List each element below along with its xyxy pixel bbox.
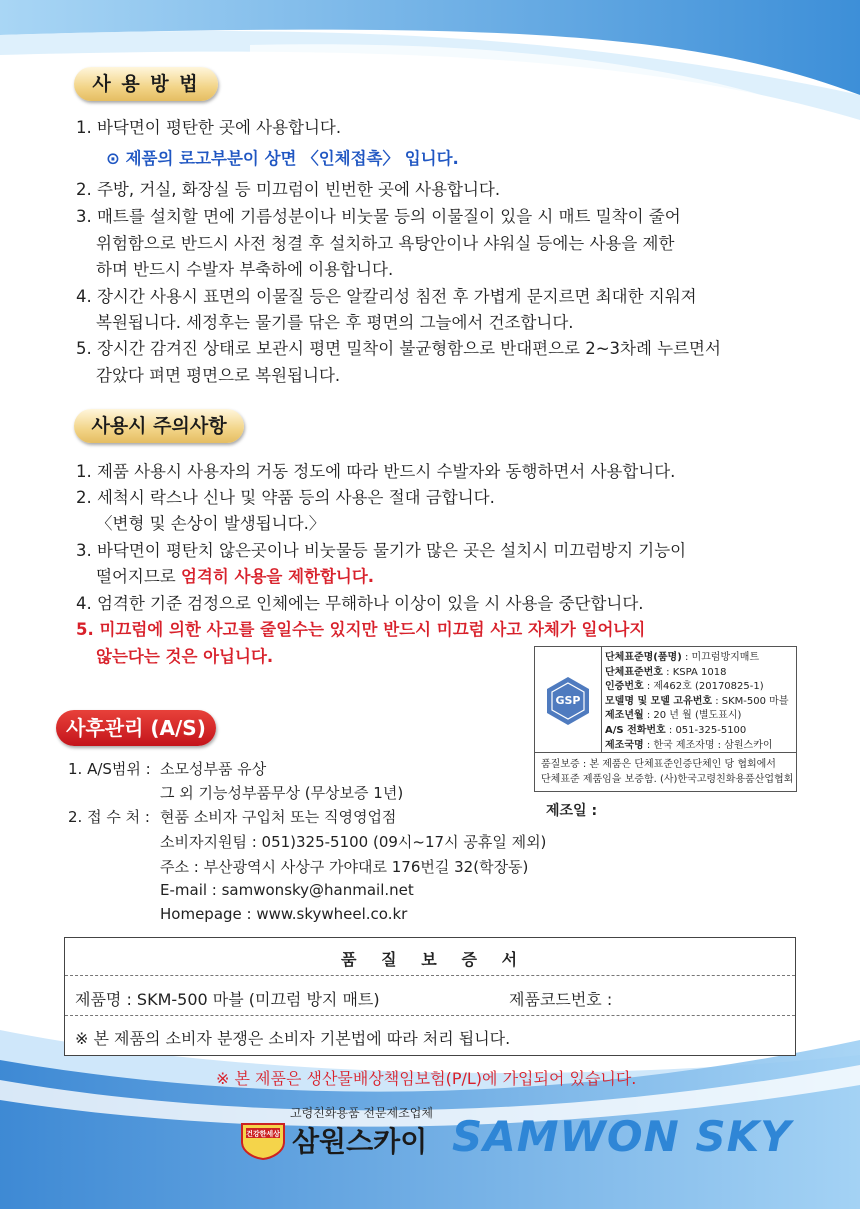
caution-line-2: 2. 세척시 락스나 신나 및 약품 등의 사용은 절대 금합니다. [76,488,495,507]
gsp-row-value: : 한국 제조자명 : 삼원스카이 [643,739,773,751]
usage-logo-note: ⊙ 제품의 로고부분이 상면 〈인체접촉〉 입니다. [106,149,459,168]
caution-line-5b: 않는다는 것은 아닙니다. [96,647,274,666]
gsp-row-key: 인증번호 [605,681,644,693]
usage-line-4: 4. 장시간 사용시 표면의 이물질 등은 알칼리성 침전 후 가볍게 문지르면 최대한 지워져 [76,287,697,306]
gsp-row-key: 제조국명 [605,739,644,751]
gsp-row-key: 단체표준번호 [605,666,663,678]
gsp-row-value: : KSPA 1018 [662,666,727,678]
warranty-product-name: 제품명 : SKM-500 마블 (미끄럼 방지 매트) [75,990,380,1009]
gsp-row-value: : 20 년 월 (별도표시) [643,710,742,722]
as-email[interactable]: E-mail : samwonsky@hanmail.net [160,881,414,899]
caution-line-5: 5. 미끄럼에 의한 사고를 줄일수는 있지만 반드시 미끄럼 사고 자체가 일어나지 [76,620,646,639]
usage-line-2: 2. 주방, 거실, 화장실 등 미끄럼이 빈번한 곳에 사용합니다. [76,180,501,199]
gsp-divider [535,752,796,753]
usage-line-3b: 위험함으로 반드시 사전 청결 후 설치하고 욕탕안이나 샤워실 등에는 사용을 제한 [96,234,675,253]
as-homepage[interactable]: Homepage : www.skywheel.co.kr [160,905,408,923]
gsp-row-key: A/S 전화번호 [605,724,666,736]
gsp-row [605,680,789,695]
caution-heading: 사용시 주의사항 [74,409,244,443]
warranty-product-code: 제품코드번호 : [509,990,613,1009]
gsp-row [605,651,789,666]
gsp-row-value: : 제462호 (20170825-1) [643,681,764,693]
gsp-row [605,709,789,724]
manufacture-date-label: 제조일 : [546,803,598,819]
gsp-row-value: : 051-325-5100 [665,724,747,736]
after-service-heading: 사후관리 (A/S) [56,710,216,746]
usage-heading: 사 용 방 법 [74,67,218,101]
as-scope-value-1: 소모성부품 유상 [160,760,267,778]
gsp-row [605,666,789,681]
usage-line-3c: 하며 반드시 수발자 부축하에 이용합니다. [96,260,394,279]
as-scope-value-2: 그 외 기능성부품무상 (무상보증 1년) [160,784,404,802]
gsp-row-key: 제조년월 [605,710,644,722]
gsp-quality-note-line: 단체표준 제품임을 보증함. (사)한국고령친화용품산업협회 [541,774,794,785]
gsp-logo-area [535,647,602,752]
as-address: 주소 : 부산광역시 사상구 가야대로 176번길 32(학장동) [160,858,529,876]
gsp-row [605,739,789,754]
warranty-divider [65,1015,795,1016]
warranty-dispute-note: ※ 본 제품의 소비자 분쟁은 소비자 기본법에 따라 처리 됩니다. [75,1029,511,1048]
gsp-row [605,695,789,710]
gsp-row-value: : SKM-500 마블 [712,695,789,707]
gsp-row [605,724,789,739]
gsp-row-value: : 미끄럼방지매트 [681,652,760,663]
usage-line-5: 5. 장시간 감겨진 상태로 보관시 평면 밀착이 불균형함으로 반대편으로 2~3차례 누르면서 [76,339,721,358]
gsp-info-rows [605,651,789,753]
usage-line-3: 3. 매트를 설치할 면에 기름성분이나 비눗물 등의 이물질이 있을 시 매트 밀착이 줄어 [76,207,681,226]
caution-line-3b [96,563,374,587]
warranty-divider [65,975,795,976]
warranty-title: 품 질 보 증 서 [340,950,520,969]
gsp-row-key: 단체표준명(품명) [605,652,682,663]
as-support-phone: 소비자지원팀 : 051)325-5100 (09시~17시 공휴일 제외) [160,833,547,851]
caution-restriction-emphasis: 엄격히 사용을 제한합니다. [180,567,375,586]
caution-line-1: 1. 제품 사용시 사용자의 거동 정도에 따라 반드시 수발자와 동행하면서 사용합니다. [76,462,676,481]
usage-line-4b: 복원됩니다. 세정후는 물기를 닦은 후 평면의 그늘에서 건조합니다. [96,313,574,332]
as-reception-value: 현품 소비자 구입처 또는 직영영업점 [160,808,397,826]
usage-line-5b: 감았다 펴면 평면으로 복원됩니다. [96,366,341,385]
liability-insurance-note: ※ 본 제품은 생산물배상책임보험(P/L)에 가입되어 있습니다. [216,1069,637,1088]
caution-line-3b-text: 떨어지므로 [96,567,181,586]
gsp-quality-note-line: 품질보증 : 본 제품은 단체표준인증단체인 당 협회에서 [541,759,776,770]
caution-line-2b: 〈변형 및 손상이 발생됩니다.〉 [96,514,326,533]
gsp-logo-text: GSP [555,694,581,707]
company-emblem-text: 건강한세상 [246,1130,280,1138]
usage-line-1: 1. 바닥면이 평탄한 곳에 사용합니다. [76,118,342,137]
gsp-quality-note [541,757,793,787]
as-scope-label: 1. A/S범위 : [68,760,151,778]
company-name-korean: 삼원스카이 [292,1125,428,1158]
caution-line-3: 3. 바닥면이 평탄치 않은곳이나 비눗물등 물기가 많은 곳은 설치시 미끄럼방지 기능이 [76,541,687,560]
caution-line-4: 4. 엄격한 기준 검정으로 인체에는 무해하나 이상이 있을 시 사용을 중단합니다. [76,594,644,613]
company-tagline: 고령친화용품 전문제조업체 [290,1106,433,1120]
company-emblem-icon [238,1118,288,1160]
company-name-english: SAMWON SKY [452,1112,792,1161]
gsp-row-key: 모델명 및 모델 고유번호 [605,695,713,707]
quality-warranty-card [64,937,796,1056]
gsp-certification-box [534,646,797,792]
as-reception-label: 2. 접 수 처 : [68,808,150,826]
